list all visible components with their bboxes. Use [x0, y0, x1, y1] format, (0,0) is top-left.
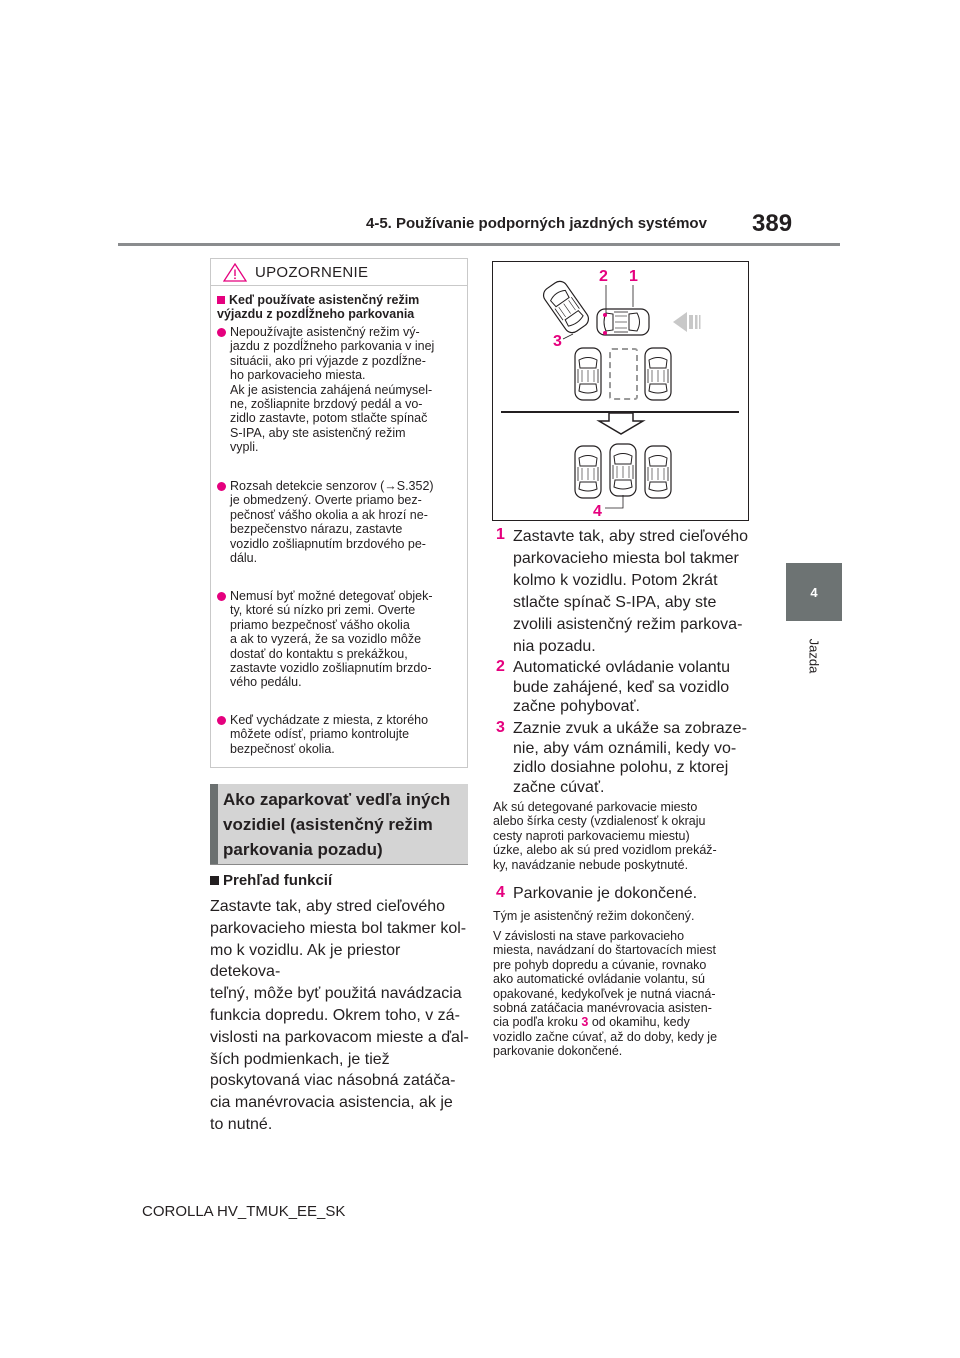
step-text: Zaznie zvuk a ukáže sa zobraze- nie, aby vám oznámili, kedy vo- zidlo dosiahne polohu, z ktorej začne cúvať.: [513, 720, 747, 796]
step-number: 3: [496, 719, 505, 736]
step-2: [496, 658, 758, 718]
step-text: Automatické ovládanie volantu bude zahájené, keď sa vozidlo začne pohybovať.: [513, 659, 731, 715]
section-heading: Ako zaparkovať vedľa iných vozidiel (asistenčný režim parkovania pozadu): [210, 784, 468, 865]
note-multi-turn: V závislosti na stave parkovacieho miesta, navádzaní do štartovacích miest pre pohyb dopredu a cúvanie, rovnako ako automatické ovládanie volantu, sú opakované, kedykoľvek je nutná viacná- sobná zatáčacia manévrovacia asisten- cia podľa kroku 3 od okamihu, kedy vozidlo začne cúvať, až do doby, kedy je parkovanie dokončené.: [493, 929, 718, 1059]
parking-diagram: [492, 261, 749, 521]
step-reference: 3: [581, 1015, 589, 1030]
warning-item: Nepoužívajte asistenčný režim vý- jazdu z pozdĺžneho parkovania v inej situácii, ako pri výjazde z pozdĺžne- ho parkovacieho miesta. Ak je asistencia zahájená neúmysel- ne, zošliapnite brzdový pedál a vo- zidlo zastavte, potom stlačte spínač S-IPA, aby ste asistenčný režim vypli.: [217, 325, 469, 457]
down-arrow-icon: [599, 413, 643, 434]
section-header: 4-5. Používanie podporných jazdných systémov: [366, 215, 707, 232]
chapter-number: 4: [810, 584, 818, 600]
direction-arrow-icon: [673, 312, 701, 332]
diagram-label-4: 4: [593, 503, 602, 520]
warning-title: UPOZORNENIE: [255, 264, 369, 281]
square-bullet-icon: [210, 876, 219, 885]
leader-line: [605, 495, 623, 508]
chapter-name: Jazda: [806, 638, 822, 674]
diagram-label-3: 3: [553, 333, 562, 350]
parked-car: [575, 446, 601, 498]
warning-item: Keď vychádzate z miesta, z ktorého môžete odísť, priamo kontrolujte bezpečnosť okolia.: [217, 713, 469, 759]
chapter-tab: [786, 563, 842, 621]
square-bullet-icon: [217, 296, 225, 304]
warning-triangle-icon: [223, 263, 247, 282]
leader-line: [563, 334, 573, 339]
target-slot: [610, 349, 637, 399]
parked-car: [575, 348, 601, 400]
position-marker: [603, 331, 607, 335]
section-heading-bar: [210, 784, 218, 864]
warning-subtitle: Keď používate asistenčný režim výjazdu z pozdĺžneho parkovania: [217, 293, 420, 321]
step-3: [496, 719, 758, 797]
step-1: [496, 526, 758, 655]
warning-item: Rozsah detekcie senzorov (→S.352) je obmedzený. Overte priamo bez- pečnosť vášho okolia a ak hrozí ne- bezpečenstvo nárazu, zastavte vozidlo zošliapnutím brzdového pe- dálu.: [217, 479, 469, 569]
header-rule: [118, 243, 840, 246]
car-turning: [540, 278, 591, 336]
note-narrow-space: Ak sú detegované parkovacie miesto alebo šírka cesty (vzdialenosť k okraju cesty naproti parkovaciemu miestu) úzke, alebo ak sú pred vozidlom prekáž- ky, navádzanie nebude poskytnuté.: [493, 800, 717, 872]
bullet-icon: [217, 592, 226, 601]
parking-diagram-svg: [493, 262, 748, 520]
chapter-label: [788, 626, 840, 686]
page-number: 389: [752, 210, 793, 237]
bullet-icon: [217, 328, 226, 337]
step-text: Parkovanie je dokončené.: [513, 885, 698, 902]
bullet-icon: [217, 716, 226, 725]
warning-header: [211, 259, 467, 286]
step-number: 1: [496, 526, 505, 543]
note-completed: Tým je asistenčný režim dokončený.: [493, 909, 695, 923]
diagram-label-1: 1: [629, 268, 638, 285]
warning-item: Nemusí byť možné detegovať objek- ty, ktoré sú nízko pri zemi. Overte priamo bezpečnosť vášho okolia a ak to vyzerá, že sa vozidlo môže dostať do kontaktu s prekážkou, zastavte vozidlo zošliapnutím brzdo- vého pedálu.: [217, 589, 469, 693]
parked-car-final: [610, 444, 636, 496]
position-marker: [603, 313, 607, 317]
step-4: [496, 884, 758, 904]
overview-body: Zastavte tak, aby stred cieľového parkovacieho miesta bol takmer kol- mo k vozidlu. Ak je priestor detekova- teľný, môže byť použitá navádzacia funkcia dopredu. Okrem toho, v zá- vislosti na parkovacom mieste a ďal- ších podmienkach, je tiež poskytovaná viac násobná zatáča- cia manévrovacia asistencia, ak je to nutné.: [210, 898, 469, 1133]
step-number: 4: [496, 884, 505, 901]
warning-box: [210, 258, 468, 768]
bullet-icon: [217, 482, 226, 491]
parked-car: [645, 446, 671, 498]
footer-model-code: COROLLA HV_TMUK_EE_SK: [142, 1203, 346, 1220]
diagram-label-2: 2: [599, 268, 608, 285]
step-number: 2: [496, 658, 505, 675]
parked-car: [645, 348, 671, 400]
overview-title: Prehľad funkcií: [210, 872, 332, 889]
step-text: Zastavte tak, aby stred cieľového parkovacieho miesta bol takmer kolmo k vozidlu. Potom 2krát stlačte spínač S-IPA, aby ste zvolili asistenčný režim parkova- nia pozadu.: [513, 528, 749, 655]
